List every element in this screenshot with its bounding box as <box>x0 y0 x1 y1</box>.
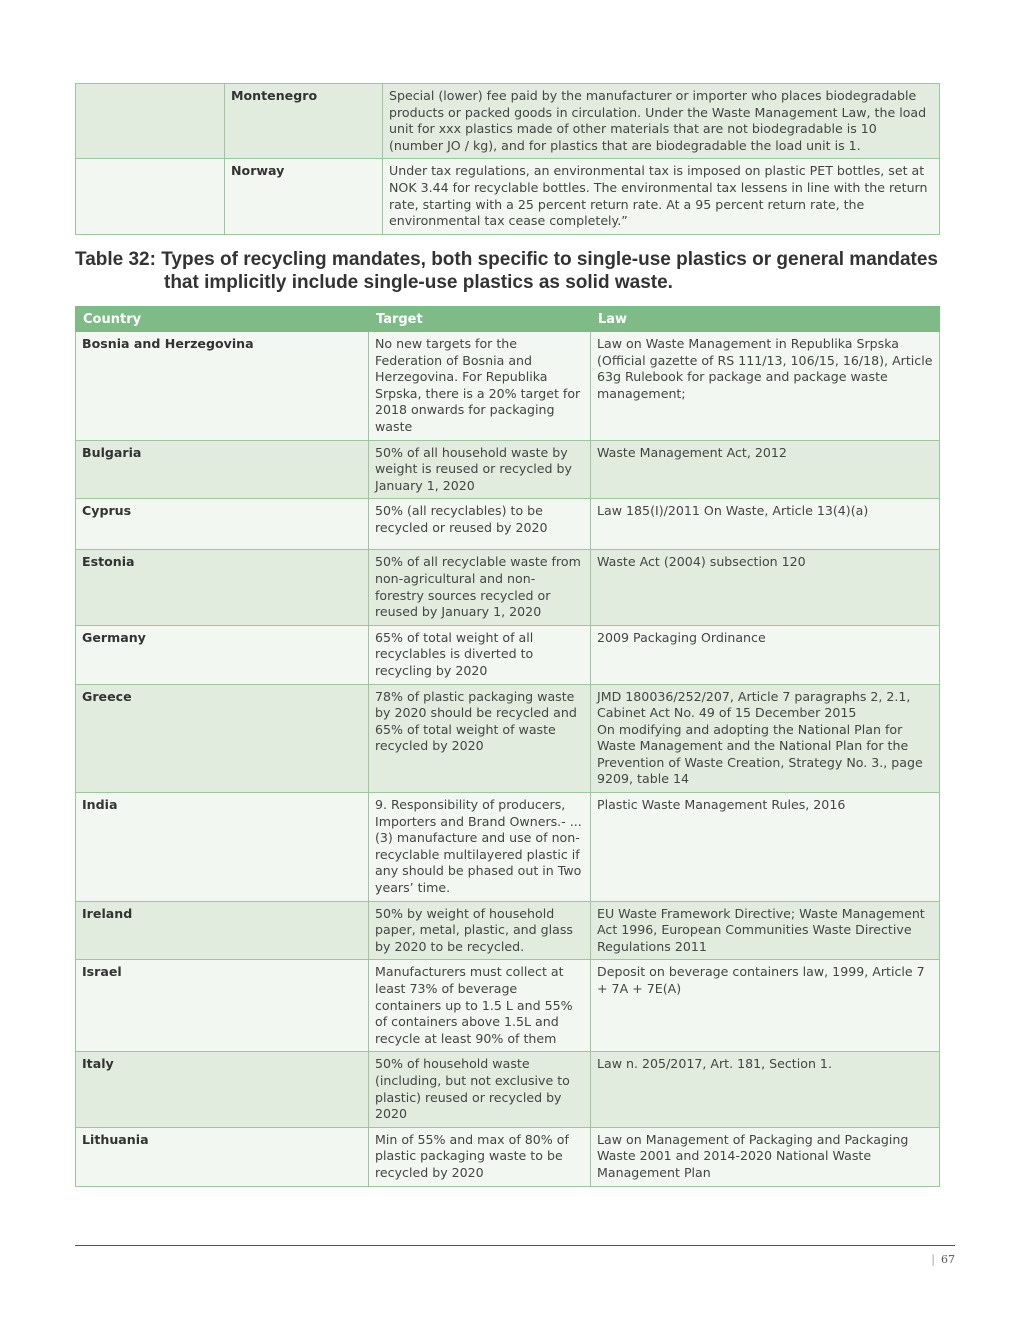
country-cell: Bosnia and Herzegovina <box>76 332 369 441</box>
law-cell: 2009 Packaging Ordinance <box>591 625 940 684</box>
country-cell: Ireland <box>76 901 369 960</box>
target-cell: 9. Responsibility of producers, Importers and Brand Owners.- ... (3) manufacture and use of non- recyclable multilayered plastic if any should be phased out in Two years’ time. <box>369 793 591 902</box>
law-cell: Waste Act (2004) subsection 120 <box>591 550 940 625</box>
target-cell: 78% of plastic packaging waste by 2020 should be recycled and 65% of total weight of waste recycled by 2020 <box>369 684 591 793</box>
table-row <box>76 159 940 234</box>
country-cell: Italy <box>76 1052 369 1127</box>
header-country: Country <box>76 307 369 332</box>
country-cell: Cyprus <box>76 499 369 550</box>
empty-cell <box>76 84 225 159</box>
target-cell: 50% by weight of household paper, metal, plastic, and glass by 2020 to be recycled. <box>369 901 591 960</box>
table-row <box>76 684 940 793</box>
recycling-mandates-table <box>75 306 940 1187</box>
target-cell: 50% (all recyclables) to be recycled or reused by 2020 <box>369 499 591 550</box>
table-row <box>76 960 940 1052</box>
target-cell: 50% of household waste (including, but not exclusive to plastic) reused or recycled by 2020 <box>369 1052 591 1127</box>
table-row <box>76 793 940 902</box>
target-cell: No new targets for the Federation of Bosnia and Herzegovina. For Republika Srpska, there is a 20% target for 2018 onwards for packaging waste <box>369 332 591 441</box>
header-row <box>76 307 940 332</box>
law-cell: Law n. 205/2017, Art. 181, Section 1. <box>591 1052 940 1127</box>
table-row <box>76 1052 940 1127</box>
empty-cell <box>76 159 225 234</box>
target-cell: 50% of all household waste by weight is reused or recycled by January 1, 2020 <box>369 440 591 499</box>
continued-table <box>75 83 940 235</box>
header-target: Target <box>369 307 591 332</box>
law-cell: Deposit on beverage containers law, 1999, Article 7 + 7A + 7E(A) <box>591 960 940 1052</box>
table-body <box>76 332 940 1187</box>
law-cell: Plastic Waste Management Rules, 2016 <box>591 793 940 902</box>
page-separator: | <box>931 1253 935 1266</box>
table-row <box>76 332 940 441</box>
table-row <box>76 625 940 684</box>
law-cell: Law on Management of Packaging and Packaging Waste 2001 and 2014-2020 National Waste Management Plan <box>591 1127 940 1186</box>
country-cell: Germany <box>76 625 369 684</box>
page-number <box>931 1253 955 1266</box>
table-title: Table 32: Types of recycling mandates, both specific to single-use plastics or general mandates that implicitly include single-use plastics as solid waste. <box>75 249 938 293</box>
table-row <box>76 440 940 499</box>
header-law: Law <box>591 307 940 332</box>
country-cell: Lithuania <box>76 1127 369 1186</box>
table-row <box>76 550 940 625</box>
target-cell: Manufacturers must collect at least 73% of beverage containers up to 1.5 L and 55% of containers above 1.5L and recycle at least 90% of them <box>369 960 591 1052</box>
country-cell: Greece <box>76 684 369 793</box>
country-cell: Montenegro <box>225 84 383 159</box>
country-cell: Bulgaria <box>76 440 369 499</box>
country-cell: Norway <box>225 159 383 234</box>
country-cell: India <box>76 793 369 902</box>
target-cell: 65% of total weight of all recyclables is diverted to recycling by 2020 <box>369 625 591 684</box>
law-cell: Waste Management Act, 2012 <box>591 440 940 499</box>
table-row <box>76 499 940 550</box>
law-cell: JMD 180036/252/207, Article 7 paragraphs 2, 2.1, Cabinet Act No. 49 of 15 December 2015 On modifying and adopting the National Plan for Waste Management and the National Plan for the Prevention of Waste Creation, Strategy No. 3., page 9209, table 14 <box>591 684 940 793</box>
law-cell: Law on Waste Management in Republika Srpska (Official gazette of RS 111/13, 106/15, 16/18), Article 63g Rulebook for package and package waste management; <box>591 332 940 441</box>
description-cell: Under tax regulations, an environmental tax is imposed on plastic PET bottles, set at NOK 3.44 for recyclable bottles. The environmental tax lessens in line with the return rate, starting with a 25 percent return rate. At a 95 percent return rate, the environmental tax cease completely.” <box>383 159 940 234</box>
country-cell: Israel <box>76 960 369 1052</box>
table-row <box>76 84 940 159</box>
table-row <box>76 1127 940 1186</box>
page-number-value: 67 <box>941 1253 955 1266</box>
country-cell: Estonia <box>76 550 369 625</box>
table-row <box>76 901 940 960</box>
description-cell: Special (lower) fee paid by the manufacturer or importer who places biodegradable products or packed goods in circulation. Under the Waste Management Law, the load unit for xxx plastics made of other materials that are not biodegradable is 10 (number JO / kg), and for plastics that are biodegradable the load unit is 1. <box>383 84 940 159</box>
footer-rule <box>75 1245 955 1246</box>
law-cell: Law 185(I)/2011 On Waste, Article 13(4)(a) <box>591 499 940 550</box>
law-cell: EU Waste Framework Directive; Waste Management Act 1996, European Communities Waste Directive Regulations 2011 <box>591 901 940 960</box>
target-cell: 50% of all recyclable waste from non-agricultural and non-forestry sources recycled or reused by January 1, 2020 <box>369 550 591 625</box>
target-cell: Min of 55% and max of 80% of plastic packaging waste to be recycled by 2020 <box>369 1127 591 1186</box>
